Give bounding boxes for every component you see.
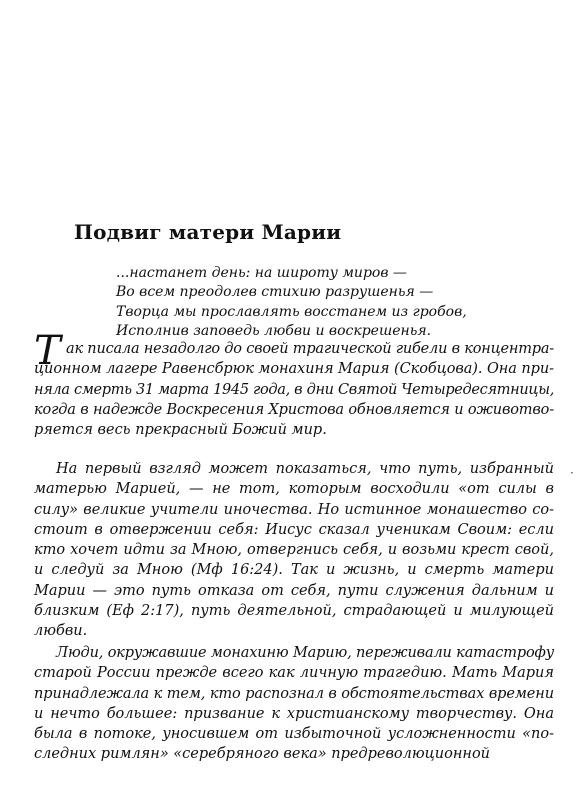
drop-cap: Т [34, 328, 61, 374]
text-line-content: следних римлян» «серебряного века» предреволюционной [34, 746, 491, 763]
epigraph [116, 264, 467, 341]
text-line [34, 684, 554, 704]
text-line [34, 540, 554, 560]
text-line [34, 500, 554, 520]
paragraph-2 [34, 459, 554, 642]
text-line [34, 400, 554, 420]
text-line [34, 663, 554, 683]
paragraph-3 [34, 643, 554, 765]
text-line [34, 601, 554, 621]
text-line-content: была в потоке, уносившем от избыточной усложненности «по- [34, 726, 554, 743]
text-line [34, 724, 554, 744]
text-line-content: матерью Марией, — не тот, которым восходили «от силы в [34, 481, 554, 498]
text-line-content: ак писала незадолго до своей трагической гибели в концентра- [66, 341, 554, 357]
text-line [34, 459, 554, 479]
text-line-content: старой России прежде всего как личную трагедию. Мать Мария [34, 665, 554, 682]
text-line-content: На первый взгляд может показаться, что путь, избранный [56, 461, 554, 477]
text-line-content: любви. [34, 623, 88, 640]
text-line [34, 420, 554, 440]
text-line-content: Люди, окружавшие монахиню Марию, переживали катастрофу [56, 645, 555, 661]
text-line [34, 621, 554, 641]
text-line [34, 479, 554, 499]
text-line-content: Марии — это путь отказа от себя, пути служения дальним и [34, 582, 554, 599]
text-line-content: и следуй за Мною (Мф 16:24). Так и жизнь, и смерть матери [34, 562, 554, 579]
text-line [34, 339, 554, 359]
text-line-content: кто хочет идти за Мною, отвергнись себя, и возьми крест свой, [34, 542, 554, 559]
text-line [34, 560, 554, 580]
chapter-title: Подвиг матери Марии [74, 220, 342, 244]
text-line [34, 704, 554, 724]
text-line-content: принадлежала к тем, кто распознал в обстоятельствах времени [34, 685, 554, 702]
epigraph-line: ...настанет день: на широту миров — [116, 265, 407, 281]
epigraph-line: Творца мы прославлять восстанем из гробов, [116, 303, 467, 320]
text-line [34, 643, 554, 663]
text-line [34, 581, 554, 601]
text-line [34, 520, 554, 540]
text-line [34, 359, 554, 379]
text-line-content: ционном лагере Равенсбрюк монахиня Мария (Скобцова). Она при- [34, 361, 554, 378]
margin-mark: · [570, 466, 574, 480]
text-line-content: стоит в отвержении себя: Иисус сказал ученикам Своим: если [34, 521, 554, 538]
text-line-content: и нечто большее: призвание к христианскому творчеству. Она [34, 705, 554, 722]
text-line-content: ряется весь прекрасный Божий мир. [34, 422, 327, 439]
text-line-content: близким (Еф 2:17), путь деятельной, страдающей и милующей [34, 603, 554, 620]
text-line [34, 744, 554, 764]
epigraph-line: Исполнив заповедь любви и воскрешенья. [116, 322, 432, 339]
text-line-content: няла смерть 31 марта 1945 года, в дни Святой Четыредесятницы, [34, 381, 554, 398]
text-line [34, 380, 554, 400]
epigraph-line: Во всем преодолев стихию разрушенья — [116, 284, 434, 301]
text-line-content: когда в надежде Воскресения Христова обновляется и оживотво- [34, 401, 554, 418]
text-line-content: силу» великие учители иночества. Но истинное монашество со- [34, 501, 554, 518]
